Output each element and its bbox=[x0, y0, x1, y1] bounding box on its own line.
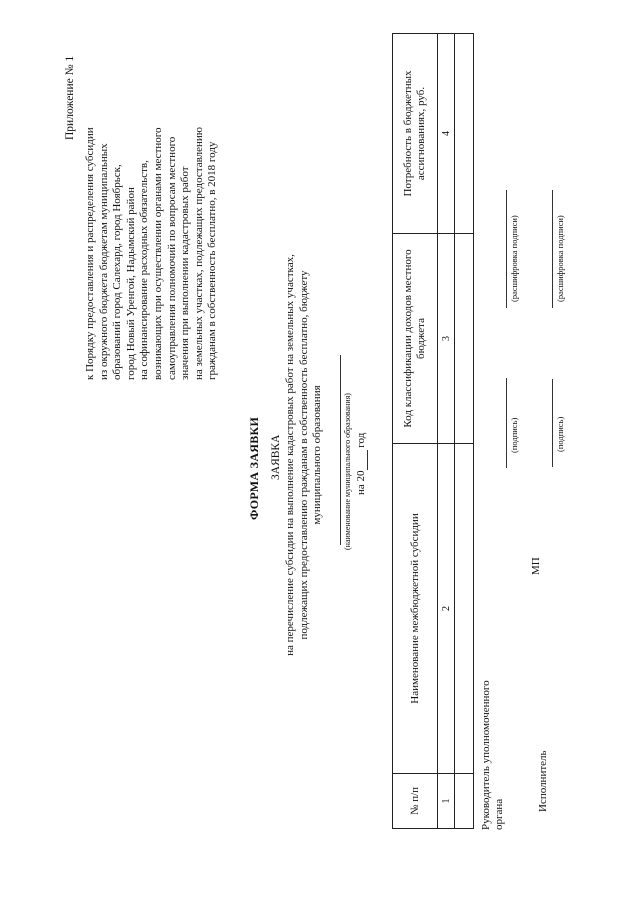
head-decoding-line[interactable] bbox=[506, 190, 507, 308]
header-income-code: Код классификации доходов местного бюджета bbox=[393, 234, 438, 444]
order-reference bbox=[84, 45, 220, 380]
year-line bbox=[355, 433, 368, 495]
table-cell[interactable] bbox=[455, 444, 474, 774]
order-reference-line: к Порядку предоставления и распределения субсидии bbox=[84, 127, 96, 380]
column-number-row bbox=[438, 34, 455, 829]
order-reference-line: возникающих при осуществлении органами местного bbox=[151, 127, 164, 380]
seal-mark: МП bbox=[530, 557, 542, 575]
executor-label: Исполнитель bbox=[537, 750, 549, 812]
year-suffix: год bbox=[355, 432, 367, 448]
order-reference-line: на земельных участках, подлежащих предоставлению bbox=[192, 126, 205, 380]
request-purpose-line: подлежащих предоставлению гражданам в собственность бесплатно, бюджету bbox=[297, 270, 310, 640]
head-decoding-caption: (расшифровка подписи) bbox=[509, 215, 519, 302]
column-number: 3 bbox=[438, 234, 455, 444]
table-cell[interactable] bbox=[455, 774, 474, 829]
column-number: 1 bbox=[438, 774, 455, 829]
municipality-caption: (наименование муниципального образования) bbox=[343, 393, 352, 550]
head-signature-caption: (подпись) bbox=[509, 417, 519, 453]
order-reference-line: образований город Салехард, город Ноябрьск, bbox=[111, 164, 124, 380]
year-blank[interactable] bbox=[355, 450, 368, 470]
table-cell[interactable] bbox=[455, 34, 474, 234]
request-purpose bbox=[284, 245, 325, 665]
request-title: ЗАЯВКА bbox=[270, 434, 282, 480]
head-label-line: органа bbox=[493, 798, 505, 830]
table-cell[interactable] bbox=[455, 234, 474, 444]
head-label-line: Руководитель уполномоченного bbox=[480, 680, 492, 830]
header-allocation-need: Потребность в бюджетных ассигнованиях, руб. bbox=[393, 34, 438, 234]
header-subsidy-name: Наименование межбюджетной субсидии bbox=[393, 444, 438, 774]
executor-decoding-line[interactable] bbox=[552, 190, 553, 308]
column-number: 4 bbox=[438, 34, 455, 234]
order-reference-line: город Новый Уренгой, Надымский район bbox=[124, 187, 137, 380]
executor-decoding-caption: (расшифровка подписи) bbox=[555, 215, 565, 302]
request-purpose-line: на перечисление субсидии на выполнение кадастровых работ на земельных участках, bbox=[284, 254, 296, 656]
table-row bbox=[455, 34, 474, 829]
request-purpose-line: муниципального образования bbox=[311, 385, 324, 525]
executor-signature-caption: (подпись) bbox=[555, 416, 565, 452]
order-reference-line: самоуправления полномочий по вопросам местного bbox=[165, 136, 178, 380]
form-title: ФОРМА ЗАЯВКИ bbox=[247, 416, 261, 520]
header-number: № п/п bbox=[393, 774, 438, 829]
order-reference-line: гражданам в собственность бесплатно, в 2018 году bbox=[206, 141, 219, 380]
order-reference-line: значения при выполнении кадастровых работ bbox=[179, 166, 192, 380]
municipality-name-blank[interactable] bbox=[340, 355, 341, 545]
head-of-authority-label bbox=[480, 680, 506, 830]
appendix-label: Приложение № 1 bbox=[64, 55, 76, 140]
column-number: 2 bbox=[438, 444, 455, 774]
head-signature-line[interactable] bbox=[506, 378, 507, 468]
order-reference-line: на софинансирование расходных обязательств, bbox=[138, 160, 151, 380]
table-header-row bbox=[393, 34, 438, 829]
executor-signature-line[interactable] bbox=[552, 379, 553, 467]
subsidy-request-table bbox=[392, 33, 474, 829]
order-reference-line: из окружного бюджета бюджетам муниципальных bbox=[97, 143, 110, 380]
year-prefix: на 20 bbox=[355, 470, 367, 495]
